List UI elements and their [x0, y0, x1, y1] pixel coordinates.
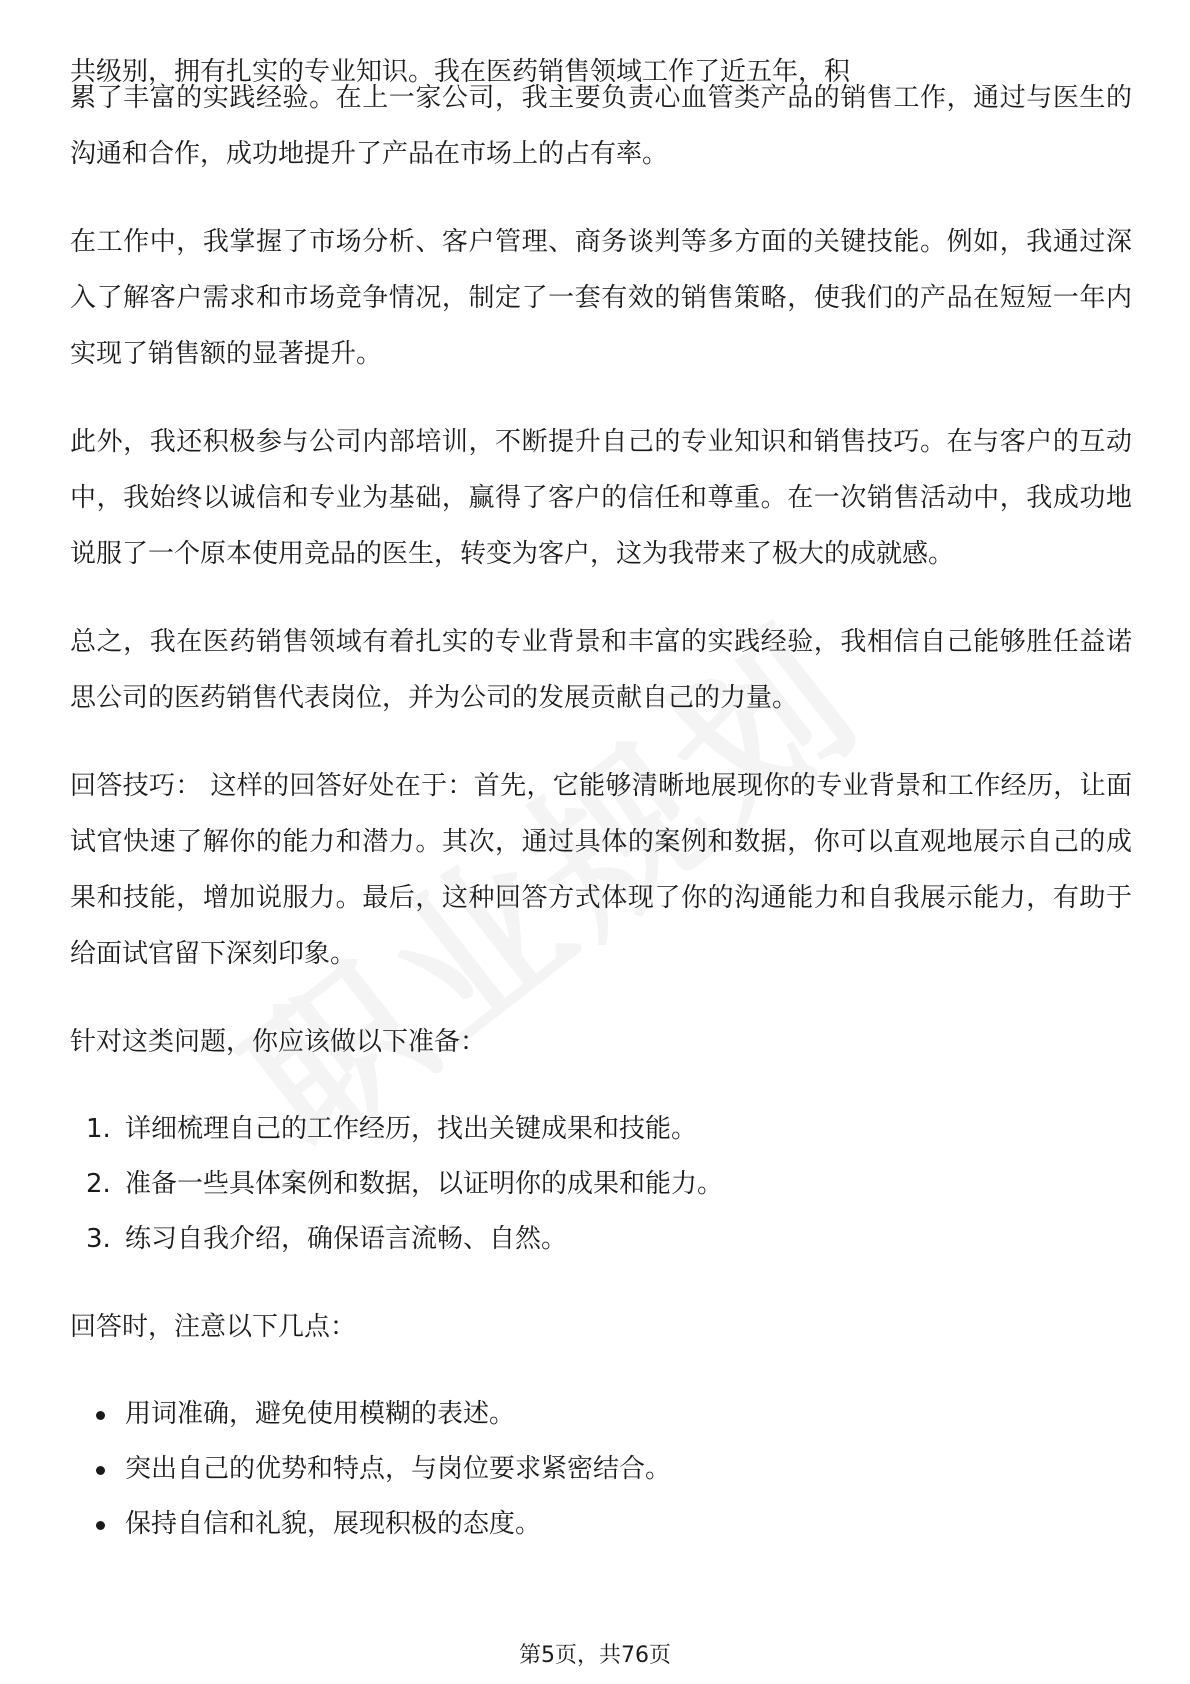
note-heading: 回答时，注意以下几点： — [70, 1312, 357, 1342]
list-item — [70, 1387, 1132, 1442]
cut-off-line-text: 共级别，拥有扎实的专业知识。我在医药销售领域工作了近五年，积 — [70, 57, 851, 87]
list-item — [70, 1442, 1132, 1497]
list-item-text: 突出自己的优势和特点，与岗位要求紧密结合。 — [125, 1454, 672, 1484]
list-number: 1. — [86, 1114, 111, 1144]
paragraph-training: 此外，我还积极参与公司内部培训，不断提升自己的专业知识和销售技巧。在与客户的互动中，我始终以诚信和专业为基础，赢得了客户的信任和尊重。在一次销售活动中，我成功地说服了一个原本使用竞品的医生，转变为客户，这为我带来了极大的成就感。 — [70, 427, 1132, 569]
cut-off-line — [70, 26, 1132, 87]
prep-heading: 针对这类问题，你应该做以下准备： — [70, 1027, 487, 1057]
bullet-icon — [96, 1466, 105, 1475]
list-item — [70, 1157, 1132, 1212]
list-number: 3. — [86, 1224, 111, 1254]
prep-list — [70, 1102, 1132, 1267]
paragraph-skills: 在工作中，我掌握了市场分析、客户管理、商务谈判等多方面的关键技能。例如，我通过深入了解客户需求和市场竞争情况，制定了一套有效的销售策略，使我们的产品在短短一年内实现了销售额的显著提升。 — [70, 227, 1132, 369]
paragraph-summary: 总之，我在医药销售领域有着扎实的专业背景和丰富的实践经验，我相信自己能够胜任益诺思公司的医药销售代表岗位，并为公司的发展贡献自己的力量。 — [70, 627, 1132, 713]
page-content — [70, 26, 1132, 1584]
list-item-text: 保持自信和礼貌，展现积极的态度。 — [125, 1509, 542, 1539]
page-number-footer: 第5页，共76页 — [519, 1643, 671, 1668]
list-item — [70, 1212, 1132, 1267]
list-item-text: 详细梳理自己的工作经历，找出关键成果和技能。 — [125, 1114, 698, 1144]
list-item-text: 用词准确，避免使用模糊的表述。 — [125, 1399, 516, 1429]
intro-continuation: 累了丰富的实践经验。在上一家公司，我主要负责心血管类产品的销售工作，通过与医生的沟通和合作，成功地提升了产品在市场上的占有率。 — [70, 83, 1132, 169]
paragraph-answer-tips: 回答技巧： 这样的回答好处在于：首先，它能够清晰地展现你的专业背景和工作经历，让面试官快速了解你的能力和潜力。其次，通过具体的案例和数据，你可以直观地展示自己的成果和技能，增加说服力。最后，这种回答方式体现了你的沟通能力和自我展示能力，有助于给面试官留下深刻印象。 — [70, 771, 1132, 969]
list-item — [70, 1102, 1132, 1157]
list-item-text: 练习自我介绍，确保语言流畅、自然。 — [125, 1224, 568, 1254]
bullet-icon — [96, 1411, 105, 1420]
list-number: 2. — [86, 1169, 111, 1199]
list-item-text: 准备一些具体案例和数据，以证明你的成果和能力。 — [125, 1169, 724, 1199]
list-item — [70, 1497, 1132, 1552]
bullet-icon — [96, 1521, 105, 1530]
note-list — [70, 1387, 1132, 1552]
